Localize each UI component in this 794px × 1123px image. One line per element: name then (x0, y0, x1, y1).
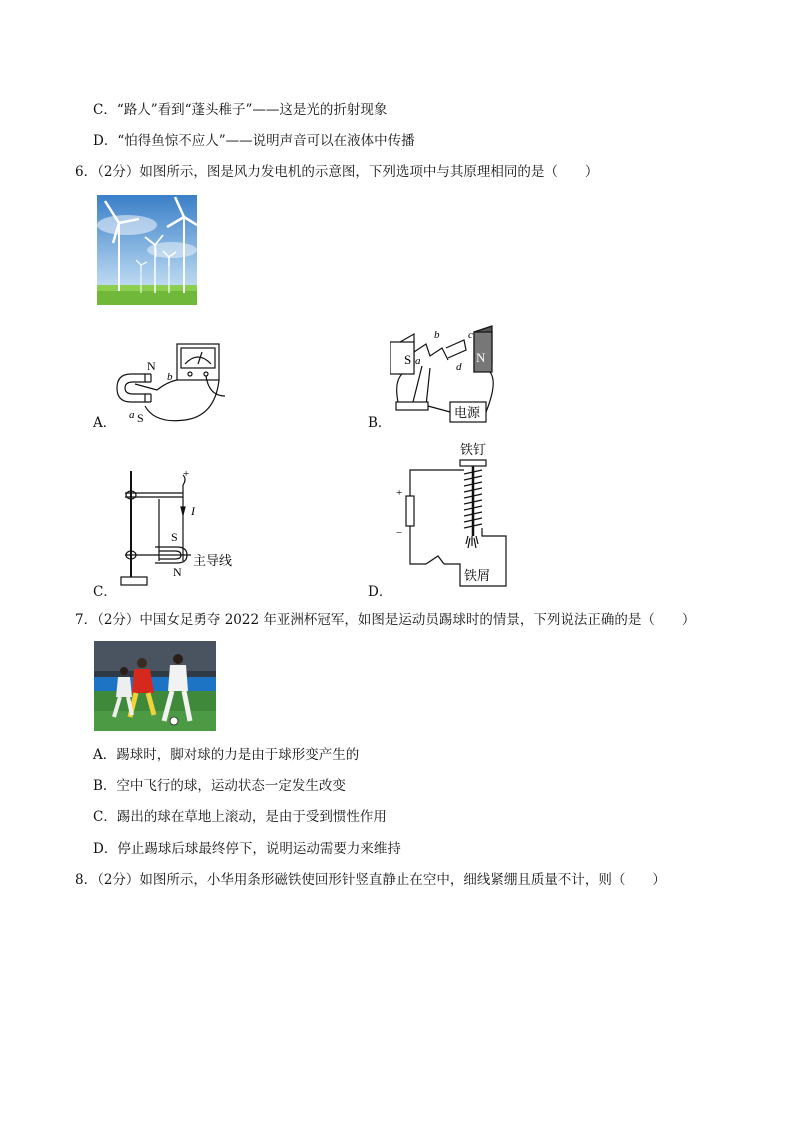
fig-a-a-label: a (129, 409, 135, 421)
fig-d-plus-label: + (396, 487, 403, 499)
q7-option-d: D．停止踢球后球最终停下，说明运动需要力来维持 (93, 841, 401, 857)
figure-c-wire-stand (115, 465, 245, 595)
q5-option-d: D．“怕得鱼惊不应人”——说明声音可以在液体中传播 (93, 133, 415, 149)
fig-c-s-label: S (171, 530, 178, 544)
q6-option-c-label: C． (93, 584, 117, 600)
fig-c-plus-label: + (183, 468, 190, 480)
fig-a-b-label: b (167, 371, 173, 383)
q6-stem: 6．（2分）如图所示，图是风力发电机的示意图，下列选项中与其原理相同的是（ ） (75, 164, 599, 180)
q8-stem: 8．（2分）如图所示，小华用条形磁铁使回形针竖直静止在空中，细线紧绷且质量不计，则（ ） (75, 872, 666, 888)
q6-option-a-label: A． (93, 415, 117, 431)
q7-option-a: A．踢球时，脚对球的力是由于球形变产生的 (93, 747, 360, 763)
wind-turbine-photo (97, 195, 197, 305)
fig-b-s-label: S (404, 352, 412, 367)
figure-d-electromagnet (390, 440, 514, 592)
fig-d-nail-label: 铁钉 (460, 443, 487, 458)
fig-a-s-label: S (137, 411, 144, 425)
fig-b-b-label: b (434, 329, 440, 341)
q6-option-b-label: B． (368, 415, 392, 431)
fig-d-filings-label: 铁屑 (464, 569, 491, 584)
fig-a-n-label: N (147, 359, 156, 373)
fig-b-d-label: d (456, 361, 462, 373)
fig-b-c-label: c (468, 329, 473, 341)
q7-stem: 7．（2分）中国女足勇夺 2022 年亚洲杯冠军，如图是运动员踢球时的情景，下列说法正确的是（ ） (75, 612, 696, 628)
q7-option-c: C．踢出的球在草地上滚动，是由于受到惯性作用 (93, 809, 387, 825)
fig-b-a-label: a (415, 355, 421, 367)
fig-b-power-label: 电源 (454, 406, 481, 421)
fig-d-minus-label: − (396, 527, 403, 539)
fig-b-n-label: N (476, 350, 486, 365)
fig-c-wire-label: 主导线 (193, 554, 233, 569)
q6-option-d-label: D． (368, 584, 393, 600)
football-players-photo (94, 641, 216, 731)
fig-c-n-label: N (173, 565, 182, 579)
q7-option-b: B．空中飞行的球，运动状态一定发生改变 (93, 778, 346, 794)
fig-c-current-label: I (191, 504, 195, 518)
figure-b-motor-circuit (390, 322, 502, 426)
figure-a-galvanometer-circuit (115, 336, 240, 428)
q5-option-c: C．“路人”看到“蓬头稚子”——这是光的折射现象 (93, 102, 388, 118)
